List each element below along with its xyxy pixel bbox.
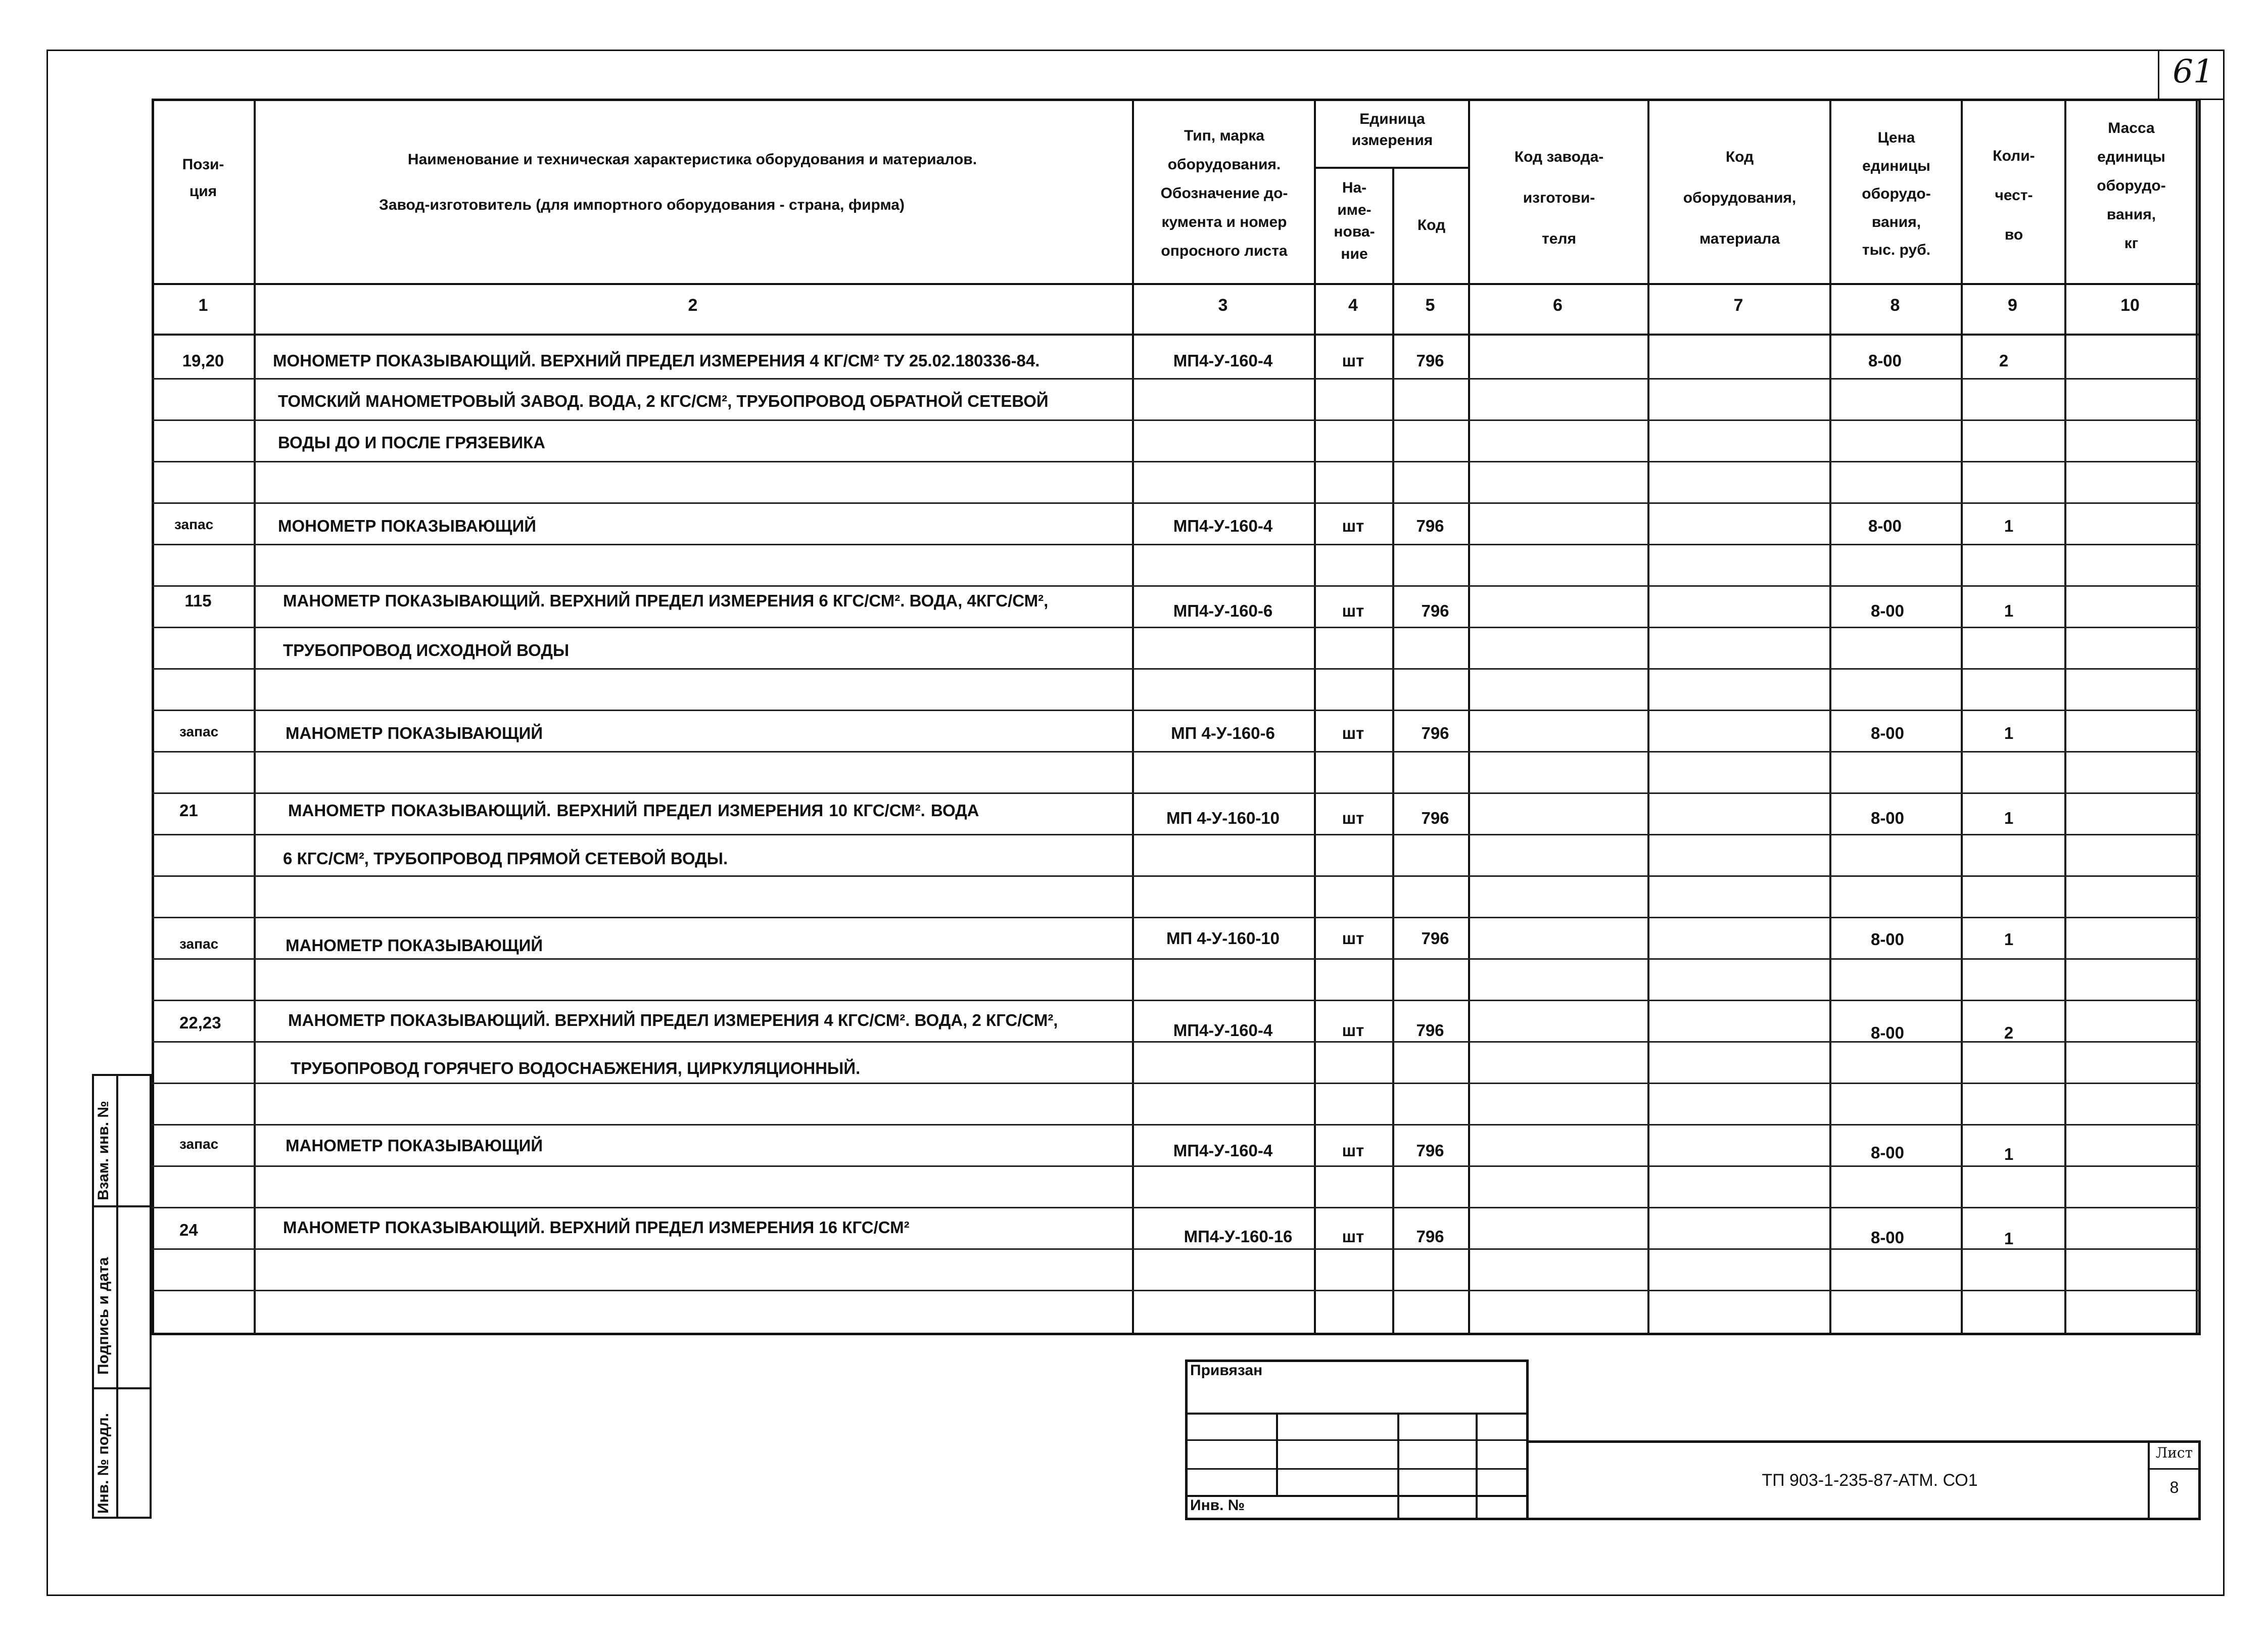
list-divider [2148, 1468, 2201, 1470]
page-number-handwritten: 61 [2172, 53, 2214, 90]
row-line [152, 419, 2201, 421]
row-position: запас [179, 724, 219, 739]
row-type: МП4-У-160-4 [1173, 351, 1273, 370]
stamp-vline [1276, 1413, 1278, 1495]
header-name-line1: Наименование и техническая характеристика оборудования и материалов. [407, 151, 977, 168]
row-code: 796 [1416, 1227, 1444, 1246]
row-name: ТОМСКИЙ МАНОМЕТРОВЫЙ ЗАВОД. ВОДА, 2 КГС/СМ², ТРУБОПРОВОД ОБРАТНОЙ СЕТЕВОЙ [278, 392, 1049, 410]
row-name: МОНОМЕТР ПОКАЗЫВАЮЩИЙ. ВЕРХНИЙ ПРЕДЕЛ ИЗМЕРЕНИЯ 4 КГ/СМ² ТУ 25.02.180336-84. [273, 351, 1040, 370]
row-line [152, 544, 2201, 545]
row-line [152, 1207, 2201, 1208]
row-line [152, 627, 2201, 628]
row-unit: шт [1342, 1021, 1364, 1040]
row-line [152, 502, 2201, 504]
row-type: МП4-У-160-4 [1173, 1021, 1273, 1040]
row-type: МП4-У-160-16 [1184, 1227, 1293, 1246]
col-line-10 [2196, 99, 2198, 1335]
row-line [152, 461, 2201, 462]
row-name: МАНОМЕТР ПОКАЗЫВАЮЩИЙ [286, 724, 543, 742]
row-line [152, 751, 2201, 753]
col-line-6 [1647, 99, 1649, 1335]
row-unit: шт [1342, 517, 1364, 535]
row-price: 8-00 [1870, 809, 1905, 827]
row-line [152, 668, 2201, 670]
row-position: 24 [179, 1221, 198, 1239]
row-qty: 1 [2004, 1145, 2014, 1163]
side-stamp-divider [116, 1074, 118, 1519]
row-code: 796 [1421, 724, 1449, 742]
row-unit: шт [1342, 929, 1364, 948]
col-line-1 [254, 99, 256, 1335]
row-price: 8-00 [1870, 724, 1905, 742]
row-qty: 1 [2004, 809, 2014, 827]
header-quantity: Коли- чест- во [1993, 148, 2035, 243]
stamp-vline [1476, 1413, 1478, 1520]
colnum-10: 10 [2120, 296, 2140, 315]
row-position: 22,23 [179, 1013, 221, 1032]
row-code: 796 [1416, 1141, 1444, 1160]
row-price: 8-00 [1870, 1023, 1905, 1042]
inv-no-label: Инв. № [1190, 1497, 1245, 1514]
row-price: 8-00 [1870, 930, 1905, 949]
colnum-9: 9 [2008, 296, 2017, 315]
row-qty: 1 [2004, 724, 2014, 742]
row-line [152, 1248, 2201, 1250]
row-line [152, 958, 2201, 960]
row-line [152, 710, 2201, 711]
colnum-6: 6 [1553, 296, 1563, 315]
header-name-line2: Завод-изготовитель (для импортного оборудования - страна, фирма) [379, 197, 905, 213]
colnum-7: 7 [1733, 296, 1743, 315]
colnum-bottom-line [152, 334, 2201, 336]
row-name: МАНОМЕТР ПОКАЗЫВАЮЩИЙ. ВЕРХНИЙ ПРЕДЕЛ ИЗМЕРЕНИЯ 16 КГС/СМ² [283, 1218, 910, 1237]
privyazan-label: Привязан [1190, 1362, 1263, 1379]
side-label-vzam-inv: Взам. инв. № [95, 1101, 112, 1200]
header-factory-code: Код завода- изготови- теля [1514, 149, 1604, 247]
row-line [152, 1165, 2201, 1167]
row-price: 8-00 [1868, 351, 1902, 370]
colnum-4: 4 [1348, 296, 1358, 315]
side-label-podpis-data: Подпись и дата [95, 1257, 112, 1375]
row-unit: шт [1342, 1141, 1364, 1160]
header-price: Цена единицы оборудо- вания, тыс. руб. [1862, 129, 1931, 258]
row-position: 21 [179, 801, 198, 820]
row-line [152, 1000, 2201, 1001]
row-line [152, 1083, 2201, 1084]
row-position: запас [179, 936, 219, 952]
row-line [152, 1124, 2201, 1126]
row-qty: 1 [2004, 1229, 2014, 1248]
row-price: 8-00 [1870, 1228, 1905, 1247]
header-type: Тип, марка оборудования. Обозначение до- кумента и номер опросного листа [1160, 127, 1288, 259]
header-equipment-code: Код оборудования, материала [1683, 149, 1797, 247]
row-qty: 1 [2004, 930, 2014, 949]
side-stamp-line [92, 1387, 152, 1389]
colnum-1: 1 [198, 296, 208, 315]
row-code: 796 [1421, 601, 1449, 620]
row-line [152, 917, 2201, 918]
row-type: МП4-У-160-4 [1173, 1141, 1273, 1160]
row-line [152, 1290, 2201, 1291]
row-qty: 2 [2004, 1023, 2014, 1042]
row-code: 796 [1421, 929, 1449, 948]
row-name: ВОДЫ ДО И ПОСЛЕ ГРЯЗЕВИКА [278, 433, 546, 452]
row-name: МАНОМЕТР ПОКАЗЫВАЮЩИЙ. ВЕРХНИЙ ПРЕДЕЛ ИЗМЕРЕНИЯ 10 КГС/СМ². ВОДА [288, 801, 979, 820]
row-name: МАНОМЕТР ПОКАЗЫВАЮЩИЙ. ВЕРХНИЙ ПРЕДЕЛ ИЗМЕРЕНИЯ 6 КГС/СМ². ВОДА, 4КГС/СМ², [283, 591, 1049, 610]
row-position: 115 [184, 591, 212, 610]
row-qty: 1 [2004, 601, 2014, 620]
header-unit-name: На- име- нова- ние [1334, 179, 1375, 262]
row-name: МАНОМЕТР ПОКАЗЫВАЮЩИЙ [286, 936, 543, 955]
colnum-5: 5 [1425, 296, 1435, 315]
col-line-5 [1468, 99, 1470, 1335]
header-unit-code: Код [1417, 217, 1446, 233]
row-unit: шт [1342, 724, 1364, 742]
row-name: МАНОМЕТР ПОКАЗЫВАЮЩИЙ. ВЕРХНИЙ ПРЕДЕЛ ИЗМЕРЕНИЯ 4 КГС/СМ². ВОДА, 2 КГС/СМ², [288, 1011, 1058, 1029]
header-bottom-line [152, 283, 2201, 285]
colnum-3: 3 [1218, 296, 1228, 315]
row-name: ТРУБОПРОВОД ГОРЯЧЕГО ВОДОСНАБЖЕНИЯ, ЦИРКУЛЯЦИОННЫЙ. [291, 1059, 861, 1077]
row-code: 796 [1416, 517, 1444, 535]
row-type: МП4-У-160-6 [1173, 601, 1273, 620]
row-position: запас [179, 1136, 219, 1152]
row-code: 796 [1416, 351, 1444, 370]
stamp-vline [1397, 1413, 1399, 1520]
row-qty: 1 [2004, 517, 2014, 535]
row-position: 19,20 [182, 351, 224, 370]
unit-group-line [1314, 167, 1468, 169]
list-number: 8 [2169, 1478, 2179, 1496]
side-stamp-line [92, 1205, 152, 1207]
row-name: МАНОМЕТР ПОКАЗЫВАЮЩИЙ [286, 1136, 543, 1155]
row-line [152, 378, 2201, 380]
row-name: МОНОМЕТР ПОКАЗЫВАЮЩИЙ [278, 517, 536, 535]
row-price: 8-00 [1870, 601, 1905, 620]
row-line [152, 585, 2201, 587]
row-code: 796 [1421, 809, 1449, 827]
row-type: МП4-У-160-4 [1173, 517, 1273, 535]
document-code: ТП 903-1-235-87-АТМ. СО1 [1762, 1471, 1978, 1490]
row-qty: 2 [1999, 351, 2009, 370]
row-line [152, 834, 2201, 835]
list-label: Лист [2155, 1444, 2193, 1461]
colnum-2: 2 [688, 296, 698, 315]
row-price: 8-00 [1870, 1143, 1905, 1162]
row-code: 796 [1416, 1021, 1444, 1040]
row-type: МП 4-У-160-10 [1166, 929, 1280, 948]
row-line [152, 875, 2201, 877]
row-unit: шт [1342, 1227, 1364, 1246]
header-unit-group: Единица измерения [1351, 111, 1433, 149]
row-position: запас [174, 517, 214, 532]
row-name: ТРУБОПРОВОД ИСХОДНОЙ ВОДЫ [283, 641, 570, 660]
header-position: Пози- ция [182, 156, 224, 200]
row-line [152, 792, 2201, 794]
row-type: МП 4-У-160-6 [1171, 724, 1275, 742]
row-price: 8-00 [1868, 517, 1902, 535]
header-mass: Масса единицы оборудо- вания, кг [2097, 120, 2166, 252]
side-label-inv-podl: Инв. № подл. [95, 1413, 112, 1514]
row-name: 6 КГС/СМ², ТРУБОПРОВОД ПРЯМОЙ СЕТЕВОЙ ВОДЫ. [283, 849, 728, 868]
row-unit: шт [1342, 351, 1364, 370]
doc-code-divider [2148, 1440, 2150, 1520]
colnum-8: 8 [1890, 296, 1900, 315]
col-line-9 [2064, 99, 2066, 1335]
row-unit: шт [1342, 809, 1364, 827]
row-unit: шт [1342, 601, 1364, 620]
row-type: МП 4-У-160-10 [1166, 809, 1280, 827]
